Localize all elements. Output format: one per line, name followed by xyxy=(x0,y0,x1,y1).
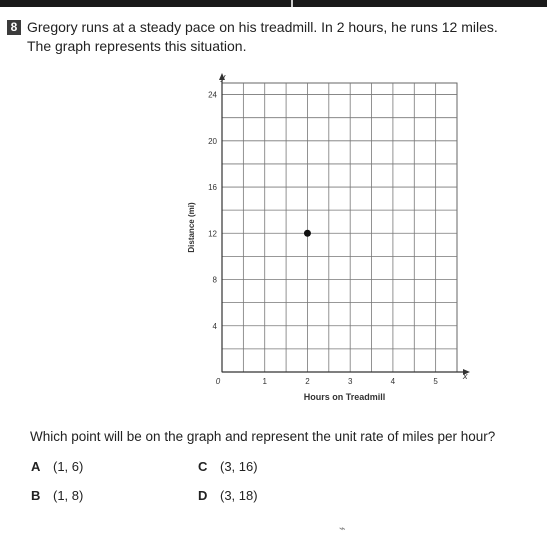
choice-text: (1, 8) xyxy=(53,488,84,503)
chart-points xyxy=(304,230,311,237)
chart-axes xyxy=(219,73,470,375)
choice-letter: A xyxy=(31,459,41,474)
choice-letter: C xyxy=(198,459,208,474)
x-tick-label: 2 xyxy=(305,377,310,386)
y-tick-label: 24 xyxy=(208,90,217,100)
y-axis-letter: y xyxy=(220,72,226,82)
choice-letter: B xyxy=(31,488,41,503)
x-axis-letter: x xyxy=(463,371,468,381)
choice-b[interactable] xyxy=(31,488,83,503)
y-tick-label: 8 xyxy=(212,275,217,285)
choice-text: (3, 18) xyxy=(220,488,258,503)
grid-border xyxy=(222,83,457,372)
question-text-line-2: The graph represents this situation. xyxy=(27,38,247,54)
choice-letter: D xyxy=(198,488,208,503)
x-tick-label: 1 xyxy=(262,377,267,386)
y-axis-label: Distance (mi) xyxy=(187,202,196,253)
choice-c[interactable] xyxy=(198,459,258,474)
choice-d[interactable] xyxy=(198,488,258,503)
x-tick-label: 5 xyxy=(433,377,438,386)
y-tick-label: 16 xyxy=(208,183,217,193)
y-tick-label: 20 xyxy=(208,136,217,146)
choice-a[interactable] xyxy=(31,459,83,474)
x-tick-label: 3 xyxy=(347,377,353,386)
chart-tick-labels xyxy=(208,91,438,386)
x-tick-label: 4 xyxy=(390,377,396,386)
chart-grid xyxy=(222,83,457,372)
y-tick-label: 4 xyxy=(212,321,217,331)
question-text-line-1: Gregory runs at a steady pace on his treadmill. In 2 hours, he runs 12 miles. xyxy=(27,19,498,35)
y-tick-label: 12 xyxy=(208,229,217,239)
choice-text: (1, 6) xyxy=(53,459,84,474)
data-point xyxy=(304,230,311,237)
cursor-icon: ⌁ xyxy=(339,523,346,535)
choice-text: (3, 16) xyxy=(220,459,258,474)
origin-label: 0 xyxy=(215,377,221,386)
question-number-badge: 8 xyxy=(7,20,21,35)
x-axis-label: Hours on Treadmill xyxy=(303,392,386,402)
question-prompt: Which point will be on the graph and represent the unit rate of miles per hour? xyxy=(30,429,496,444)
